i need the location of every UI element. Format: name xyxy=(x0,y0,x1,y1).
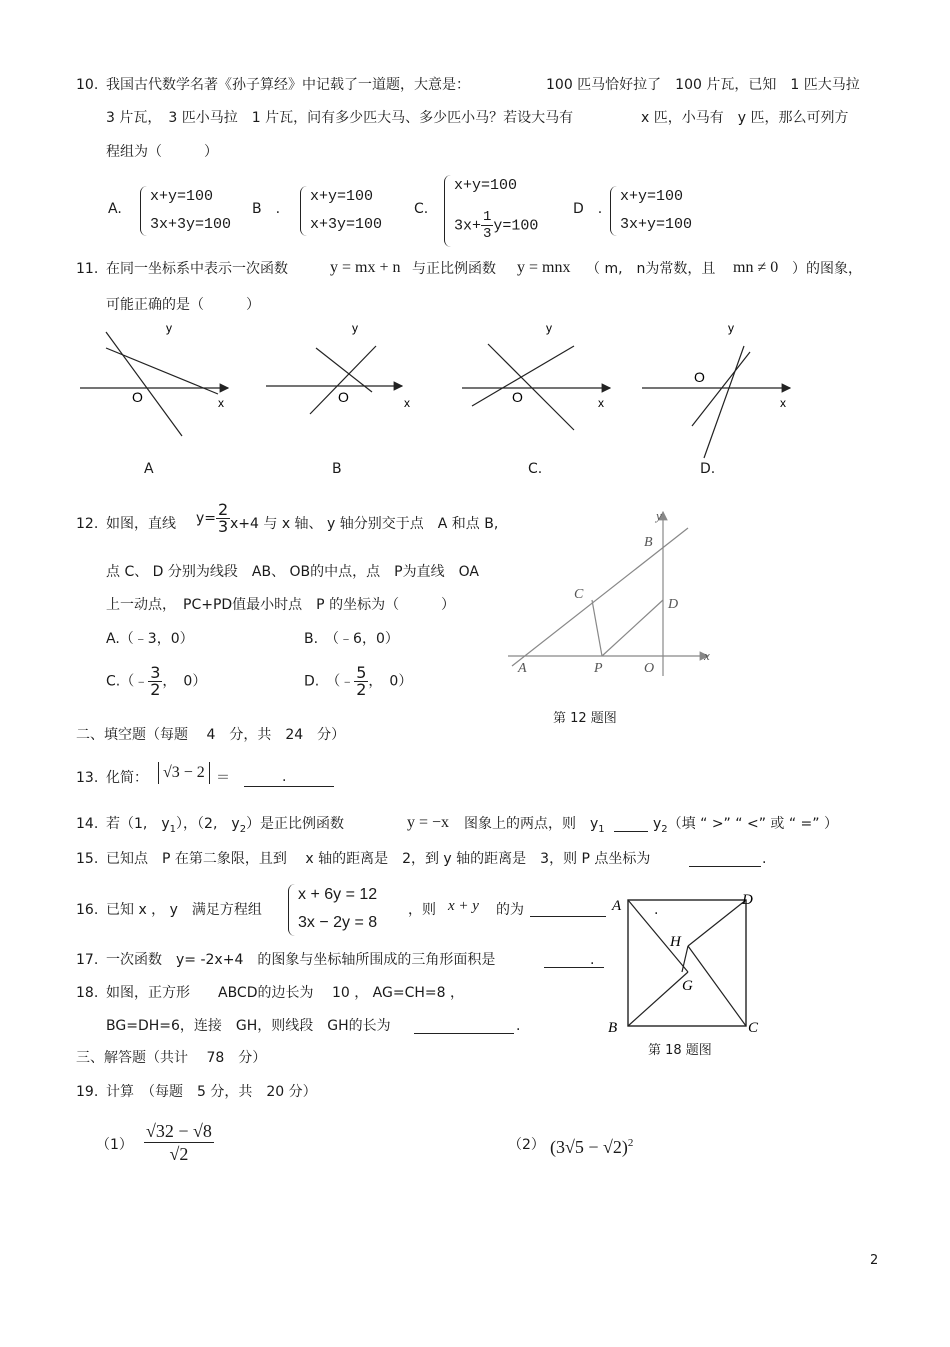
q18-answer-blank[interactable] xyxy=(414,1019,514,1034)
q12-figure-point-a: A xyxy=(518,661,527,676)
q16-number: 16. xyxy=(76,902,99,918)
q13-expression: √3 − 2 xyxy=(158,762,210,784)
q10-option-a-eq1: x+y=100 xyxy=(150,188,214,205)
q19-part2-expression: $(3√5 - √2)^2$ xyxy=(550,1137,634,1157)
q11-graph-c-x-label: x xyxy=(598,396,604,410)
q18-text-line1: 如图，正方形 ABCD的边长为 10 ， AG=CH=8 ， xyxy=(106,985,464,1001)
q17-number: 17. xyxy=(76,952,99,968)
q11-text-1b: 与正比例函数 xyxy=(412,261,496,277)
q11-text-1d: ）的图象， xyxy=(792,261,862,277)
q19-text: 计算 （每题 5 分，共 20 分） xyxy=(106,1084,317,1100)
q12-figure-caption: 第 12 题图 xyxy=(553,711,617,726)
q12-option-a: A.（﹣3，0） xyxy=(106,631,194,647)
q19-part1-label: （1） xyxy=(96,1137,133,1153)
q13-equals: ＝ xyxy=(216,770,230,786)
q18-number: 18. xyxy=(76,985,99,1001)
section-3-heading: 三、解答题（共计 78 分） xyxy=(76,1050,267,1066)
q11-graph-d-x-label: x xyxy=(780,396,786,410)
q12-figure-point-d: D xyxy=(668,597,679,612)
q14-answer-blank[interactable] xyxy=(614,817,648,832)
q15-number: 15. xyxy=(76,851,99,867)
q14-number: 14. xyxy=(76,816,99,832)
q12-figure-x-label: x xyxy=(704,648,710,663)
page-number: 2 xyxy=(870,1253,879,1268)
q10-option-d-eq2: 3x+y=100 xyxy=(620,216,693,233)
q14-text-2: 图象上的两点，则 $y_1$ xyxy=(464,816,605,835)
q11-graph-b xyxy=(262,318,422,440)
q11-graph-a-x-label: x xyxy=(218,396,224,410)
q11-graph-c-label: C. xyxy=(528,461,543,477)
q10-text-line1a: 我国古代数学名著《孙子算经》中记载了一道题，大意是： xyxy=(106,77,470,93)
q18-figure-point-b: B xyxy=(608,1020,618,1036)
q17-answer-blank[interactable] xyxy=(544,953,604,968)
q11-graph-a xyxy=(76,318,236,440)
q11-graph-a-y-label: y xyxy=(166,321,172,335)
q16-text-b: ，则 xyxy=(408,902,436,918)
q14-text: 若（1, $y_1$），（2, $y_2$）是正比例函数 xyxy=(106,816,345,835)
q18-period: . xyxy=(516,1018,521,1034)
q15-text: 已知点 P 在第二象限，且到 x 轴的距离是 2，到 y 轴的距离是 3，则 P 点坐标为 xyxy=(106,851,651,867)
q11-graph-b-label: B xyxy=(332,461,342,477)
q11-graph-d-label: D. xyxy=(700,461,716,477)
q10-number: 10. xyxy=(76,77,99,93)
q10-option-d-label: D . xyxy=(573,201,603,217)
q16-eq1: x + 6y = 12 xyxy=(298,886,378,903)
q11-graph-c xyxy=(458,318,618,440)
q16-text-c: 的为 xyxy=(496,902,524,918)
q11-graph-a-label: A xyxy=(144,461,154,477)
q16-xy: x + y xyxy=(448,898,479,914)
q18-figure-caption: 第 18 题图 xyxy=(648,1043,712,1058)
q12-figure-point-o: O xyxy=(644,661,655,676)
q10-option-c-label: C. xyxy=(414,201,429,217)
q10-text-line2a: 3 片瓦， 3 匹小马拉 1 片瓦，问有多少匹大马、多少匹小马？若设大马有 xyxy=(106,110,574,126)
q13-number: 13. xyxy=(76,770,99,786)
q11-graph-b-x-label: x xyxy=(404,396,410,410)
q18-figure-point-h: H xyxy=(670,934,681,950)
q11-graph-d-origin: O xyxy=(694,369,705,385)
q11-formula-proportional: y = mnx xyxy=(517,259,571,276)
q14-formula: y = −x xyxy=(407,814,450,831)
q10-option-c-eq2: 3x+ $\frac{1}{3}$ y=100 xyxy=(454,209,539,242)
q11-text-1c: （ m, n为常数，且 xyxy=(586,261,716,277)
q11-text-line2: 可能正确的是（ ） xyxy=(106,297,260,313)
q10-text-line1b: 100 匹马恰好拉了 100 片瓦，已知 1 匹大马拉 xyxy=(546,77,860,93)
q10-option-b-label: B . xyxy=(252,201,281,217)
q12-text-line3: 上一动点， PC+PD值最小时点 P 的坐标为（ ） xyxy=(106,597,456,613)
q11-number: 11. xyxy=(76,261,99,277)
q18-figure xyxy=(604,886,764,1036)
q12-figure-point-c: C xyxy=(574,587,584,602)
q13-period: . xyxy=(282,769,287,785)
q11-graph-b-y-label: y xyxy=(352,321,358,335)
q12-text-1a: 如图，直线 xyxy=(106,516,176,532)
q12-line-equation: y= $\frac{2}{3}$ xyxy=(196,500,229,536)
q11-graph-a-origin: O xyxy=(132,389,143,405)
q11-graph-c-origin: O xyxy=(512,389,523,405)
q18-figure-point-g: G xyxy=(682,978,693,994)
q16-period: . xyxy=(654,902,659,918)
q16-eq2: 3x − 2y = 8 xyxy=(298,914,378,931)
q10-option-d-eq1: x+y=100 xyxy=(620,188,684,205)
q19-part1-denominator: √2 xyxy=(169,1144,189,1164)
q17-text: 一次函数 y= -2x+4 的图象与坐标轴所围成的三角形面积是 xyxy=(106,952,496,968)
q12-option-b: B. （﹣6，0） xyxy=(304,631,399,647)
q12-figure-point-b: B xyxy=(644,535,653,550)
q10-text-line2b: x 匹，小马有 y 匹，那么可列方 xyxy=(641,110,849,126)
q11-formula-condition: mn ≠ 0 xyxy=(733,259,779,276)
q10-option-c-eq1: x+y=100 xyxy=(454,177,518,194)
q12-text-line2: 点 C、 D 分别为线段 AB、 OB的中点，点 P为直线 OA xyxy=(106,564,479,580)
q10-option-a-label: A. xyxy=(108,201,122,217)
q19-part2-label: （2） xyxy=(508,1137,545,1153)
q14-text-3: $y_2$（填 “ >” “ <” 或 “ =” ） xyxy=(653,816,838,835)
q12-figure-y-label: y xyxy=(656,508,662,523)
q19-part1-numerator: √32 − √8 xyxy=(146,1121,212,1141)
q13-answer-blank[interactable] xyxy=(244,772,334,787)
q12-number: 12. xyxy=(76,516,99,532)
q10-option-a-eq2: 3x+3y=100 xyxy=(150,216,232,233)
q15-period: . xyxy=(762,851,767,867)
q11-text-1a: 在同一坐标系中表示一次函数 xyxy=(106,261,288,277)
q12-text-1b: x+4 与 x 轴、 y 轴分别交于点 A 和点 B, xyxy=(230,516,499,532)
q10-option-b-eq1: x+y=100 xyxy=(310,188,374,205)
q16-text-a: 已知 x ， y 满足方程组 xyxy=(106,902,262,918)
q11-graph-b-origin: O xyxy=(338,389,349,405)
q17-period: . xyxy=(590,952,595,968)
q18-text-line2: BG=DH=6，连接 GH，则线段 GH的长为 xyxy=(106,1018,391,1034)
section-2-heading: 二、填空题（每题 4 分，共 24 分） xyxy=(76,727,346,743)
q11-graph-c-y-label: y xyxy=(546,321,552,335)
q18-figure-point-c: C xyxy=(748,1020,759,1036)
q18-figure-point-d: D xyxy=(742,892,753,908)
q19-number: 19. xyxy=(76,1084,99,1100)
q19-part1-expression xyxy=(144,1120,214,1165)
q12-option-d: D. （﹣ $\frac{5}{2}$ ， 0） xyxy=(304,663,413,699)
q11-graph-d-y-label: y xyxy=(728,321,734,335)
q10-text-line3: 程组为（ ） xyxy=(106,144,218,160)
q12-figure xyxy=(500,506,722,678)
q11-graph-d xyxy=(638,318,798,468)
q10-option-b-eq2: x+3y=100 xyxy=(310,216,383,233)
q16-answer-blank[interactable] xyxy=(530,902,606,917)
q12-figure-point-p: P xyxy=(594,661,603,676)
q18-figure-point-a: A xyxy=(612,898,622,914)
q11-formula-linear: y = mx + n xyxy=(330,259,401,276)
q15-answer-blank[interactable] xyxy=(689,852,761,867)
q12-option-c: C.（﹣ $\frac{3}{2}$ ， 0） xyxy=(106,663,207,699)
q13-text: 化简： xyxy=(106,770,148,786)
